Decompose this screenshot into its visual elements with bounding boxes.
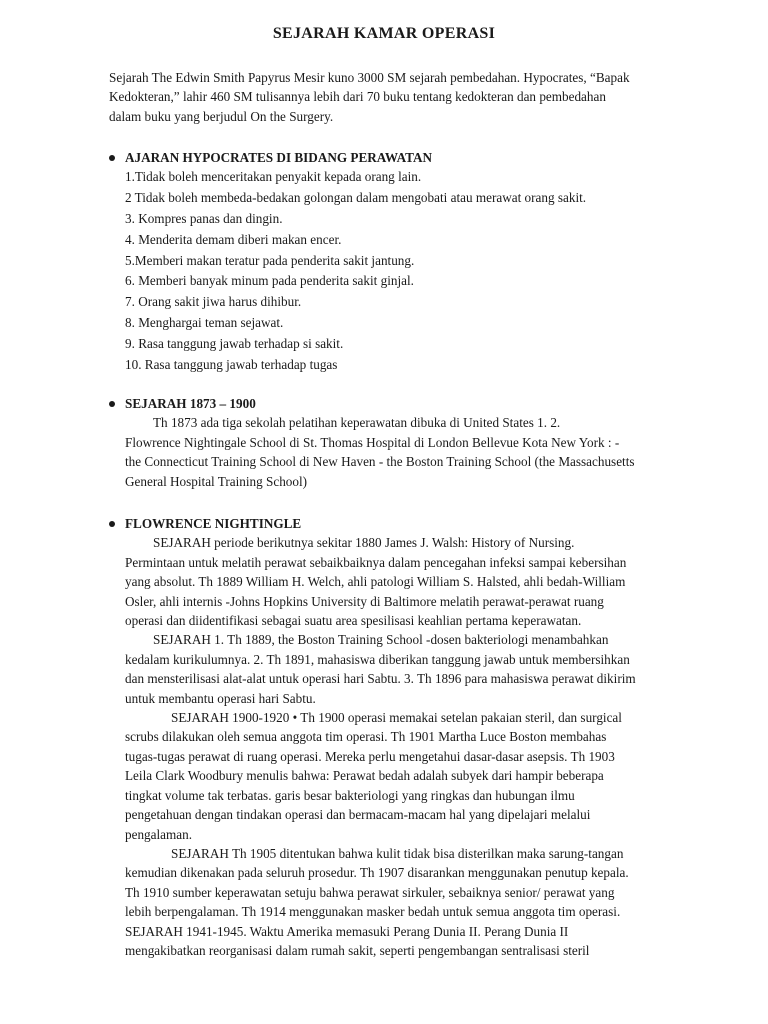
- paragraph-line: lebih berpengalaman. Th 1914 menggunakan masker bedah untuk semua anggota tim operasi.: [125, 904, 621, 920]
- paragraph-line: SEJARAH periode berikutnya sekitar 1880 James J. Walsh: History of Nursing.: [153, 535, 575, 551]
- list-item: 9. Rasa tanggung jawab terhadap si sakit.: [125, 335, 344, 351]
- paragraph-line: SEJARAH 1. Th 1889, the Boston Training School -dosen bakteriologi menambahkan: [153, 632, 609, 648]
- section-paragraph: [109, 413, 669, 491]
- section-1873-1900: [109, 394, 669, 491]
- paragraph-line: tingkat volume tak terbatas. garis besar bakteriologi yang ringkas dan hubungan ilmu: [125, 787, 575, 803]
- paragraph-line: untuk membantu operasi hari Sabtu.: [125, 690, 316, 706]
- paragraph-line: General Hospital Training School): [125, 473, 308, 489]
- section-heading-text: FLOWRENCE NIGHTINGLE: [125, 516, 302, 531]
- paragraph-line: tugas-tugas perawat di ruang operasi. Mereka perlu mengetahui dasar-dasar asepsis. Th 1903: [125, 748, 615, 764]
- paragraph-line: Osler, ahli internis -Johns Hopkins University di Baltimore melatih perawat-perawat ruang: [125, 593, 604, 609]
- section-hypocrates: [109, 148, 669, 375]
- section-paragraph: [109, 533, 669, 960]
- section-nightingle: [109, 514, 669, 960]
- paragraph-line: Flowrence Nightingale School di St. Thomas Hospital di London Bellevue Kota New York : -: [125, 434, 620, 450]
- intro-line: dalam buku yang berjudul On the Surgery.: [109, 108, 334, 124]
- paragraph-line: scrubs dilakukan oleh semua anggota tim operasi. Th 1901 Martha Luce Boston membahas: [125, 729, 607, 745]
- intro-paragraph: [109, 68, 649, 126]
- list-item: 10. Rasa tanggung jawab terhadap tugas: [125, 356, 338, 372]
- section-heading-text: SEJARAH 1873 – 1900: [125, 396, 256, 411]
- paragraph-line: Th 1910 sumber keperawatan setuju bahwa perawat sirkuler, sebaiknya senior/ perawat yang: [125, 884, 615, 900]
- bullet-icon: [109, 155, 115, 161]
- list-item: 8. Menghargai teman sejawat.: [125, 314, 284, 330]
- paragraph-line: pengetahuan dengan tindakan operasi dan bermacam-macam hal yang dipelajari melalui: [125, 807, 591, 823]
- paragraph-line: Permintaan untuk melatih perawat sebaikbaiknya dalam pencegahan infeksi sampai kebersihan: [125, 554, 627, 570]
- section-heading: [109, 514, 669, 533]
- paragraph-line: kedalam kurikulumnya. 2. Th 1891, mahasiswa diberikan tanggung jawab untuk membersihkan: [125, 651, 630, 667]
- paragraph-line: kemudian dikenakan pada seluruh prosedur. Th 1907 disarankan menggunakan penutup kepala.: [125, 865, 629, 881]
- section-heading: [109, 148, 669, 167]
- section-heading-text: AJARAN HYPOCRATES DI BIDANG PERAWATAN: [125, 150, 432, 165]
- list-item: 1.Tidak boleh menceritakan penyakit kepada orang lain.: [125, 169, 422, 185]
- hypocrates-list: [109, 167, 669, 375]
- page-title: SEJARAH KAMAR OPERASI: [272, 25, 496, 42]
- paragraph-line: yang absolut. Th 1889 William H. Welch, ahli patologi William S. Halsted, ahli bedah-William: [125, 574, 626, 590]
- paragraph-line: SEJARAH 1941-1945. Waktu Amerika memasuki Perang Dunia II. Perang Dunia II: [125, 923, 569, 939]
- section-heading: [109, 394, 669, 413]
- paragraph-line: Leila Clark Woodbury menulis bahwa: Perawat bedah adalah subyek dari hampir beberapa: [125, 768, 604, 784]
- bullet-icon: [109, 521, 115, 527]
- paragraph-line: SEJARAH 1900-1920 • Th 1900 operasi memakai setelan pakaian steril, dan surgical: [171, 710, 622, 726]
- paragraph-line: the Connecticut Training School di New Haven - the Boston Training School (the Massachusetts: [125, 454, 635, 470]
- paragraph-line: dan mensterilisasi alat-alat untuk operasi hari Sabtu. 3. Th 1896 para mahasiswa perawat dikirim: [125, 671, 636, 687]
- list-item: 7. Orang sakit jiwa harus dihibur.: [125, 294, 302, 310]
- list-item: 2 Tidak boleh membeda-bedakan golongan dalam mengobati atau merawat orang sakit.: [125, 190, 587, 206]
- list-item: 5.Memberi makan teratur pada penderita sakit jantung.: [125, 252, 415, 268]
- bullet-icon: [109, 401, 115, 407]
- list-item: 4. Menderita demam diberi makan encer.: [125, 231, 342, 247]
- paragraph-line: Th 1873 ada tiga sekolah pelatihan keperawatan dibuka di United States 1. 2.: [153, 415, 561, 431]
- paragraph-line: operasi dan diidentifikasi sebagai suatu area spesilisasi keahlian pertama keperawatan.: [125, 613, 582, 629]
- list-item: 6. Memberi banyak minum pada penderita sakit ginjal.: [125, 273, 414, 289]
- paragraph-line: SEJARAH Th 1905 ditentukan bahwa kulit tidak bisa disterilkan maka sarung-tangan: [171, 845, 624, 861]
- intro-line: Sejarah The Edwin Smith Papyrus Mesir kuno 3000 SM sejarah pembedahan. Hypocrates, “Bapak: [109, 70, 630, 85]
- paragraph-line: mengakibatkan reorganisasi dalam rumah sakit, seperti pengembangan sentralisasi steril: [125, 942, 590, 958]
- paragraph-line: pengalaman.: [125, 826, 193, 842]
- list-item: 3. Kompres panas dan dingin.: [125, 211, 283, 226]
- intro-line: Kedokteran,” lahir 460 SM tulisannya lebih dari 70 buku tentang kedokteran dan pembedahan: [109, 89, 606, 105]
